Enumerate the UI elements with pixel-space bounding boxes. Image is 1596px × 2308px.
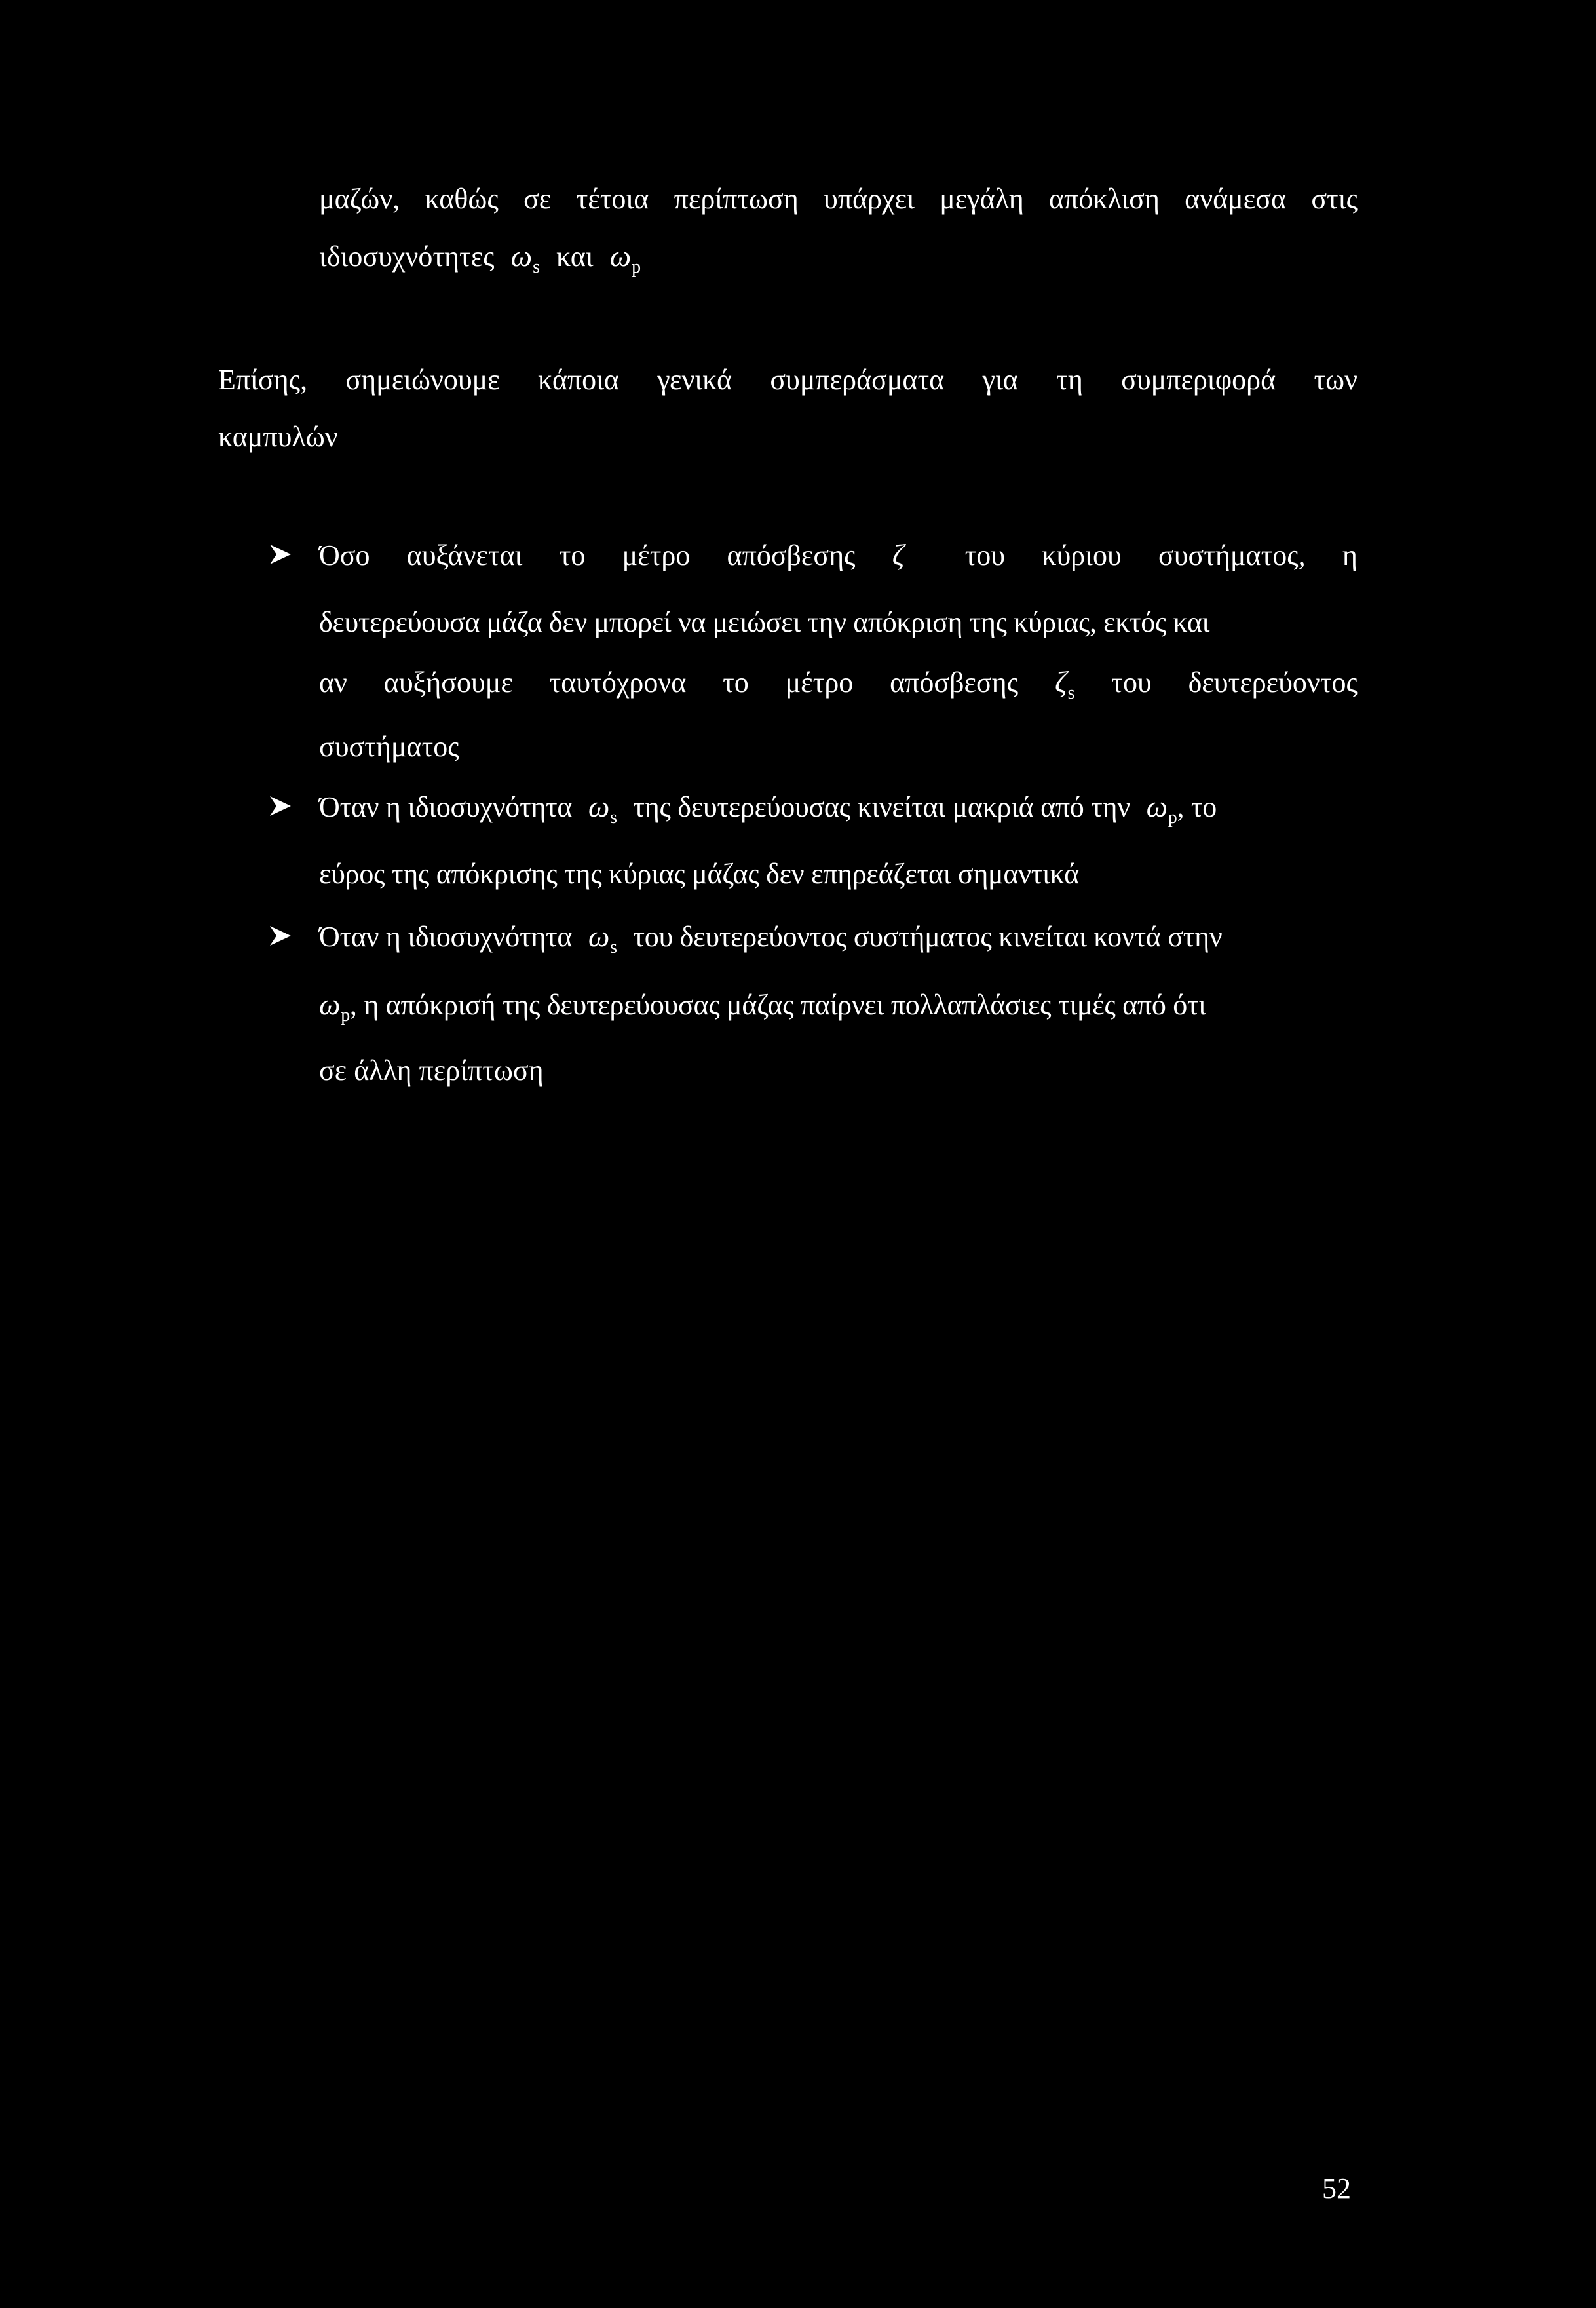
bullet-2-line-1 bbox=[319, 790, 1217, 828]
word: ανάμεσα bbox=[1185, 183, 1287, 215]
word: συμπεράσματα bbox=[770, 364, 945, 396]
word: ταυτόχρονα bbox=[549, 666, 687, 699]
word: και bbox=[556, 240, 594, 273]
paragraph-2-line-2 bbox=[218, 423, 338, 452]
bullet-1-line-3 bbox=[319, 665, 1358, 703]
word: μέτρο bbox=[785, 666, 854, 699]
word: αυξήσουμε bbox=[383, 666, 513, 699]
word: απόσβεσης bbox=[890, 666, 1019, 699]
word: μέτρο bbox=[622, 539, 691, 571]
bullet-1-line-1 bbox=[319, 540, 1358, 570]
bullet-3-line-2 bbox=[319, 988, 1206, 1026]
word: η bbox=[1342, 539, 1358, 571]
word: δευτερεύοντος bbox=[1188, 666, 1358, 699]
subscript: s bbox=[610, 937, 617, 957]
paragraph-1-line-1 bbox=[319, 185, 1358, 214]
text: Όταν η ιδιοσυχνότητα bbox=[319, 921, 573, 953]
word: τέτοια bbox=[576, 183, 649, 215]
word: σε bbox=[523, 183, 552, 215]
zeta-symbol: ζ bbox=[1054, 665, 1067, 699]
word: υπάρχει bbox=[824, 183, 915, 215]
text: σε άλλη περίπτωση bbox=[319, 1054, 544, 1087]
text: του δευτερεύοντος συστήματος κινείται κοντά στην bbox=[633, 921, 1223, 953]
omega-symbol: ω bbox=[319, 988, 341, 1021]
word: αν bbox=[319, 666, 347, 699]
subscript: p bbox=[632, 257, 641, 277]
subscript: p bbox=[341, 1005, 350, 1026]
word: καθώς bbox=[425, 183, 499, 215]
word: ιδιοσυχνότητες bbox=[319, 240, 495, 273]
word: το bbox=[559, 539, 586, 571]
word: του bbox=[1111, 666, 1152, 699]
zeta-symbol: ζ bbox=[892, 538, 905, 571]
text: δευτερεύουσα μάζα δεν μπορεί να μειώσει την απόκριση της κύριας, εκτός και bbox=[319, 606, 1209, 638]
word: για bbox=[982, 364, 1018, 396]
text: εύρος της απόκρισης της κύριας μάζας δεν επηρεάζεται σημαντικά bbox=[319, 858, 1079, 890]
word: κάποια bbox=[538, 364, 619, 396]
subscript: s bbox=[1067, 683, 1075, 703]
word: το bbox=[723, 666, 749, 699]
bullet-1-line-4 bbox=[319, 733, 459, 761]
text: Όταν η ιδιοσυχνότητα bbox=[319, 791, 573, 823]
word: συστήματος bbox=[319, 731, 459, 763]
subscript: s bbox=[533, 257, 540, 277]
omega-symbol: ω bbox=[1146, 790, 1168, 823]
paragraph-1-line-2 bbox=[319, 239, 641, 277]
word: συμπεριφορά bbox=[1121, 364, 1276, 396]
bullet-3-line-3 bbox=[319, 1056, 544, 1085]
word: γενικά bbox=[657, 364, 732, 396]
subscript: s bbox=[610, 807, 617, 828]
arrow-bullet-icon bbox=[269, 924, 292, 948]
text: , το bbox=[1177, 791, 1217, 823]
word: αυξάνεται bbox=[406, 539, 523, 571]
word: Επίσης, bbox=[218, 364, 308, 396]
word: σημειώνουμε bbox=[345, 364, 500, 396]
omega-symbol: ω bbox=[510, 239, 533, 273]
omega-symbol: ω bbox=[609, 239, 632, 273]
word: απόσβεσης bbox=[727, 539, 856, 571]
word: απόκλιση bbox=[1049, 183, 1160, 215]
word: τη bbox=[1056, 364, 1083, 396]
paragraph-2-line-1 bbox=[218, 366, 1358, 394]
page-number: 52 bbox=[1322, 2172, 1351, 2204]
subscript: p bbox=[1168, 807, 1177, 828]
bullet-3-line-1 bbox=[319, 919, 1223, 957]
word: των bbox=[1314, 364, 1358, 396]
word: περίπτωση bbox=[674, 183, 799, 215]
word: συστήματος, bbox=[1158, 539, 1306, 571]
text: , η απόκρισή της δευτερεύουσας μάζας παίρνει πολλαπλάσιες τιμές από ότι bbox=[349, 989, 1206, 1021]
zeta-with-subscript bbox=[1054, 665, 1075, 703]
word: του bbox=[964, 539, 1006, 571]
arrow-bullet-icon bbox=[269, 543, 292, 566]
word: καμπυλών bbox=[218, 421, 338, 453]
bullet-1-line-2 bbox=[319, 608, 1209, 637]
word: μεγάλη bbox=[940, 183, 1024, 215]
omega-symbol: ω bbox=[588, 790, 610, 823]
word: μαζών, bbox=[319, 183, 400, 215]
word: στις bbox=[1311, 183, 1358, 215]
word: Όσο bbox=[319, 539, 370, 571]
text: της δευτερεύουσας κινείται μακριά από την bbox=[633, 791, 1130, 823]
omega-symbol: ω bbox=[588, 919, 610, 953]
bullet-2-line-2 bbox=[319, 860, 1079, 889]
word: κύριου bbox=[1042, 539, 1122, 571]
arrow-bullet-icon bbox=[269, 794, 292, 818]
